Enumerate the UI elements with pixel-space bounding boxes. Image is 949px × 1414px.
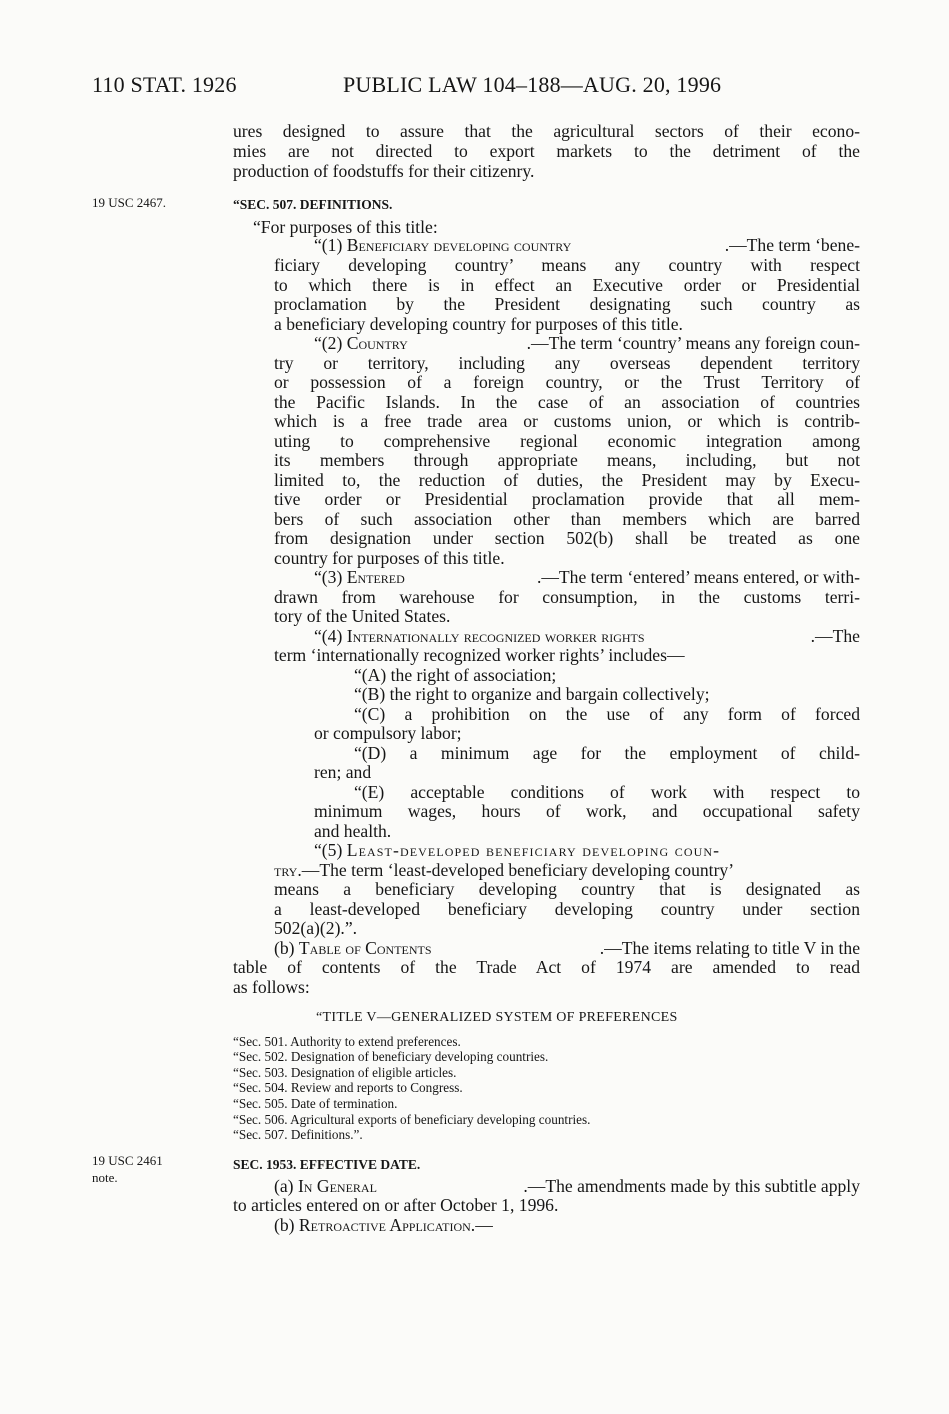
- para-number: “(4): [314, 626, 347, 646]
- text-line: table of contents of the Trade Act of 1974 are amended to read: [233, 957, 860, 977]
- text-line: to articles entered on or after October 1, 1996.: [233, 1195, 559, 1215]
- text-line: or possession of a foreign country, or the Trust Territory of: [274, 372, 860, 392]
- para-number: (b): [274, 938, 299, 958]
- toc-item: “Sec. 503. Designation of eligible articles.: [233, 1065, 457, 1080]
- term-country: Country: [346, 333, 408, 353]
- term-beneficiary-developing-country: Beneficiary developing country: [346, 235, 572, 255]
- text-line: which is a free trade area or customs union, or which is contrib-: [274, 411, 860, 431]
- section-1953-heading: SEC. 1953. EFFECTIVE DATE.: [233, 1157, 421, 1172]
- toc-title: “TITLE V—GENERALIZED SYSTEM OF PREFERENCES: [316, 1010, 678, 1025]
- toc-item: “Sec. 502. Designation of beneficiary developing countries.: [233, 1049, 549, 1064]
- text-fragment: .—The term ‘least-developed beneficiary developing country’: [297, 860, 735, 880]
- text-line: drawn from warehouse for consumption, in the customs terri-: [274, 587, 860, 607]
- text-line: tive order or Presidential proclamation provide that all mem-: [274, 489, 860, 509]
- text-line: to which there is in effect an Executive order or Presidential: [274, 275, 860, 295]
- margin-note-usc-2461: 19 USC 2461: [92, 1153, 163, 1168]
- definition-1-lead: [314, 236, 860, 256]
- list-item-d: “(D) a minimum age for the employment of child-: [354, 743, 860, 763]
- para-number: “(3): [314, 567, 347, 587]
- text-fragment: .—The term ‘bene-: [724, 235, 860, 255]
- text-fragment: .—The term ‘country’ means any foreign coun-: [526, 333, 860, 353]
- text-line: from designation under section 502(b) shall be treated as one: [274, 528, 860, 548]
- text-line: tory of the United States.: [274, 606, 451, 626]
- definition-5-lead: [314, 841, 860, 861]
- definition-2-lead: [314, 334, 860, 354]
- subsection-a-lead: [274, 1177, 860, 1197]
- term-least-developed: Least-developed beneficiary developing coun-: [346, 840, 721, 860]
- text-line: proclamation by the President designating such country as: [274, 294, 860, 314]
- text-line: ures designed to assure that the agricultural sectors of their econo-: [233, 121, 860, 141]
- term-least-developed-cont: try: [274, 860, 298, 880]
- text-line: and health.: [314, 821, 392, 841]
- text-line: mies are not directed to export markets to the detriment of the: [233, 141, 860, 161]
- definition-3-lead: [314, 568, 860, 588]
- toc-item: “Sec. 507. Definitions.”.: [233, 1127, 363, 1142]
- para-number: “(5): [314, 840, 347, 860]
- text-fragment: .—The items relating to title V in the: [599, 938, 860, 958]
- para-number: “(2): [314, 333, 347, 353]
- para-number: (a): [274, 1176, 298, 1196]
- list-item-e: “(E) acceptable conditions of work with respect to: [354, 782, 860, 802]
- definition-5-cont: [274, 861, 860, 881]
- list-item-b: “(B) the right to organize and bargain collectively;: [354, 684, 710, 704]
- text-line: the Pacific Islands. In the case of an association of countries: [274, 392, 860, 412]
- definition-4-lead: [314, 627, 860, 647]
- para-number: “(1): [314, 235, 347, 255]
- text-line: or compulsory labor;: [314, 723, 462, 743]
- text-fragment: .—The term ‘entered’ means entered, or with-: [536, 567, 860, 587]
- toc-item: “Sec. 506. Agricultural exports of beneficiary developing countries.: [233, 1112, 591, 1127]
- text-line: limited to, the reduction of duties, the President may by Execu-: [274, 470, 860, 490]
- text-line: bers of such association other than members which are barred: [274, 509, 860, 529]
- text-line: a least-developed beneficiary developing country under section: [274, 899, 860, 919]
- margin-note-note: note.: [92, 1170, 118, 1185]
- statute-page-number: 110 STAT. 1926: [92, 72, 237, 97]
- term-worker-rights: Internationally recognized worker rights: [346, 626, 645, 646]
- subsection-b-retroactive: [274, 1216, 493, 1236]
- term-table-of-contents: Table of Contents: [298, 938, 432, 958]
- text-line: a beneficiary developing country for purposes of this title.: [274, 314, 683, 334]
- text-line: ren; and: [314, 762, 372, 782]
- term-entered: Entered: [346, 567, 405, 587]
- toc-item: “Sec. 501. Authority to extend preferences.: [233, 1034, 461, 1049]
- text-line: means a beneficiary developing country that is designated as: [274, 879, 860, 899]
- text-line: ficiary developing country’ means any country with respect: [274, 255, 860, 275]
- text-line: production of foodstuffs for their citizenry.: [233, 161, 535, 181]
- toc-item: “Sec. 504. Review and reports to Congress.: [233, 1080, 463, 1095]
- subsection-b-lead: [274, 939, 860, 959]
- margin-note-usc-2467: 19 USC 2467.: [92, 195, 167, 210]
- body-text: [233, 0, 860, 1414]
- section-507-heading: “SEC. 507. DEFINITIONS.: [233, 197, 393, 212]
- text-line: term ‘internationally recognized worker rights’ includes—: [274, 645, 685, 665]
- list-item-a: “(A) the right of association;: [354, 665, 557, 685]
- term-retroactive-application: Retroactive Application: [298, 1215, 471, 1235]
- text-line: as follows:: [233, 977, 310, 997]
- term-in-general: In General: [297, 1176, 377, 1196]
- text-line: 502(a)(2).”.: [274, 918, 358, 938]
- para-number: (b): [274, 1215, 299, 1235]
- text-line: try or territory, including any overseas dependent territory: [274, 353, 860, 373]
- text-line: its members through appropriate means, including, but not: [274, 450, 860, 470]
- text-line: country for purposes of this title.: [274, 548, 505, 568]
- text-line: minimum wages, hours of work, and occupational safety: [314, 801, 860, 821]
- text-line: “For purposes of this title:: [253, 217, 438, 237]
- toc-item: “Sec. 505. Date of termination.: [233, 1096, 398, 1111]
- text-line: uting to comprehensive regional economic integration among: [274, 431, 860, 451]
- text-fragment: .—The: [810, 626, 860, 646]
- public-law-title: PUBLIC LAW 104–188—AUG. 20, 1996: [343, 72, 722, 97]
- text-fragment: .—The amendments made by this subtitle apply: [523, 1176, 860, 1196]
- text-fragment: .—: [470, 1215, 493, 1235]
- list-item-c: “(C) a prohibition on the use of any form of forced: [354, 704, 860, 724]
